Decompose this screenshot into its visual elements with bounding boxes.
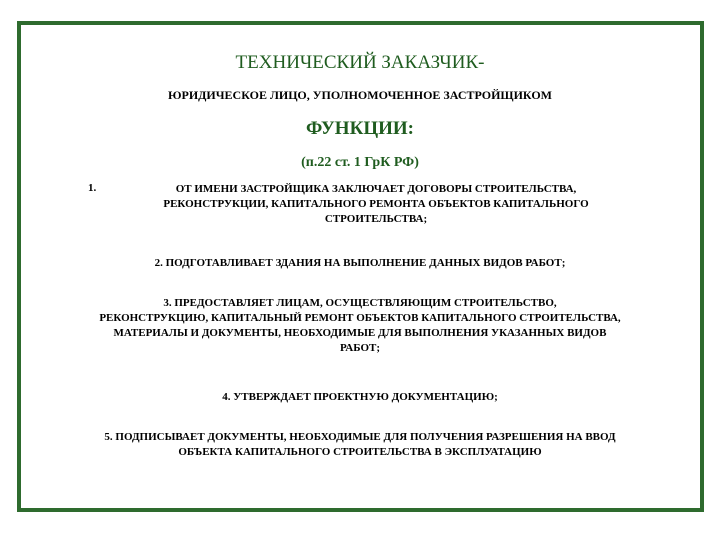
functions-heading: ФУНКЦИИ: [305,118,415,139]
item-1-line-1: ОТ ИМЕНИ ЗАСТРОЙЩИКА ЗАКЛЮЧАЕТ ДОГОВОРЫ СТРОИТЕЛЬСТВА, [175,183,577,195]
item-2 [0,256,720,271]
slide-title: ТЕХНИЧЕСКИЙ ЗАКАЗЧИК- [235,52,485,73]
item-1-line-3: СТРОИТЕЛЬСТВА; [324,213,428,225]
item-3 [0,296,720,356]
item-1 [96,182,656,227]
item-3-line-2: РЕКОНСТРУКЦИЮ, КАПИТАЛЬНЫЙ РЕМОНТ ОБЪЕКТОВ КАПИТАЛЬНОГО СТРОИТЕЛЬСТВА, [99,312,621,324]
item-3-line-1: 3. ПРЕДОСТАВЛЯЕТ ЛИЦАМ, ОСУЩЕСТВЛЯЮЩИМ СТРОИТЕЛЬСТВО, [163,297,557,309]
law-reference: (п.22 ст. 1 ГрК РФ) [301,155,419,170]
item-5 [0,430,720,460]
item-1-number: 1. [88,182,97,194]
item-3-line-3: МАТЕРИАЛЫ И ДОКУМЕНТЫ, НЕОБХОДИМЫЕ ДЛЯ ВЫПОЛНЕНИЯ УКАЗАННЫХ ВИДОВ [113,327,607,339]
item-3-line-4: РАБОТ; [339,342,380,354]
item-4-line-1: 4. УТВЕРЖДАЕТ ПРОЕКТНУЮ ДОКУМЕНТАЦИЮ; [222,391,498,403]
item-5-line-2: ОБЪЕКТА КАПИТАЛЬНОГО СТРОИТЕЛЬСТВА В ЭКСПЛУАТАЦИЮ [178,446,542,458]
slide-subtitle: ЮРИДИЧЕСКОЕ ЛИЦО, УПОЛНОМОЧЕННОЕ ЗАСТРОЙЩИКОМ [167,88,552,102]
item-1-line-2: РЕКОНСТРУКЦИИ, КАПИТАЛЬНОГО РЕМОНТА ОБЪЕКТОВ КАПИТАЛЬНОГО [163,198,589,210]
item-4 [0,390,720,405]
item-5-line-1: 5. ПОДПИСЫВАЕТ ДОКУМЕНТЫ, НЕОБХОДИМЫЕ ДЛЯ ПОЛУЧЕНИЯ РАЗРЕШЕНИЯ НА ВВОД [104,431,616,443]
item-2-line-1: 2. ПОДГОТАВЛИВАЕТ ЗДАНИЯ НА ВЫПОЛНЕНИЕ ДАННЫХ ВИДОВ РАБОТ; [154,257,566,269]
